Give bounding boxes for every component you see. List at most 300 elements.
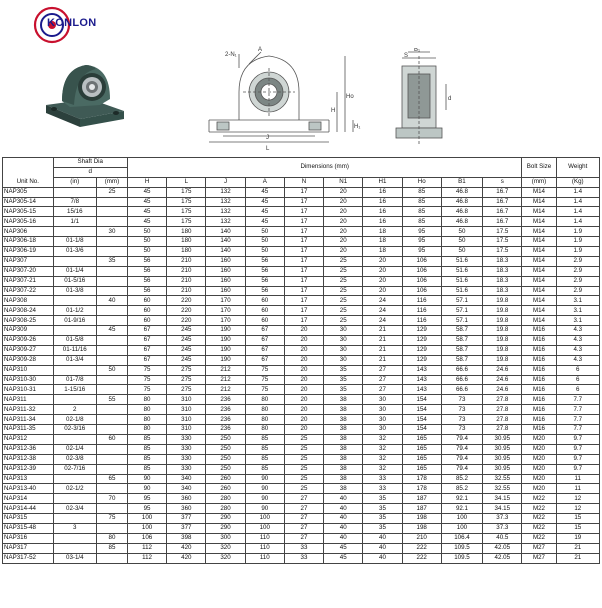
table-cell: 85 (245, 434, 284, 444)
table-cell: 37.3 (483, 523, 522, 533)
table-cell: 60 (127, 296, 166, 306)
table-cell: 1-15/16 (53, 385, 96, 395)
table-cell: 67 (127, 336, 166, 346)
table-cell: 398 (167, 533, 206, 543)
table-cell (53, 365, 96, 375)
table-cell: 85.2 (441, 474, 482, 484)
col-a: A (245, 177, 284, 187)
table-row (3, 237, 600, 247)
table-cell: 60 (127, 316, 166, 326)
table-cell: 20 (324, 187, 363, 197)
table-cell: NAP313-40 (3, 484, 54, 494)
table-cell: 7.7 (556, 405, 599, 415)
label-d: d (448, 96, 452, 102)
table-cell: 19.8 (483, 306, 522, 316)
header-area (0, 0, 602, 157)
table-row (3, 336, 600, 346)
table-cell: 17 (284, 256, 323, 266)
table-cell: 280 (206, 504, 245, 514)
table-cell (96, 425, 127, 435)
table-cell: 116 (402, 306, 441, 316)
table-cell: M22 (522, 523, 556, 533)
table-cell: M20 (522, 464, 556, 474)
table-cell: 35 (363, 523, 402, 533)
table-cell: M20 (522, 444, 556, 454)
col-ho: Ho (402, 177, 441, 187)
table-cell (53, 533, 96, 543)
table-cell: 420 (167, 553, 206, 563)
table-row (3, 514, 600, 524)
table-cell: 75 (245, 365, 284, 375)
table-cell: 21 (363, 326, 402, 336)
table-cell: 154 (402, 405, 441, 415)
table-cell: 51.6 (441, 276, 482, 286)
table-cell: 60 (245, 316, 284, 326)
table-cell: 85 (127, 464, 166, 474)
table-cell: 95 (127, 504, 166, 514)
table-cell: 170 (206, 306, 245, 316)
table-cell: 4.3 (556, 355, 599, 365)
table-cell (53, 514, 96, 524)
table-cell (96, 464, 127, 474)
table-cell: 210 (167, 266, 206, 276)
table-cell: NAP306-18 (3, 237, 54, 247)
table-cell: 33 (363, 474, 402, 484)
table-cell: 56 (245, 256, 284, 266)
table-cell: 190 (206, 345, 245, 355)
table-cell: 106.4 (441, 533, 482, 543)
table-cell: 340 (167, 474, 206, 484)
table-cell: 143 (402, 365, 441, 375)
table-cell: 56 (127, 266, 166, 276)
table-cell: 02-3/4 (53, 504, 96, 514)
label-h1: H₁ (354, 124, 361, 130)
table-cell: NAP310-31 (3, 385, 54, 395)
table-cell: 79.4 (441, 454, 482, 464)
table-cell: 116 (402, 296, 441, 306)
table-cell: NAP314 (3, 494, 54, 504)
table-cell: 58.7 (441, 355, 482, 365)
table-cell: 92.1 (441, 494, 482, 504)
table-cell: 17.5 (483, 237, 522, 247)
table-cell: 60 (245, 296, 284, 306)
table-cell: 35 (324, 375, 363, 385)
table-cell: 140 (206, 227, 245, 237)
table-cell: 20 (284, 405, 323, 415)
col-weight: Weight (556, 158, 599, 178)
table-cell: 17 (284, 247, 323, 257)
table-cell: 20 (284, 355, 323, 365)
table-cell: M14 (522, 296, 556, 306)
col-shaft-dia: Shaft Dia (53, 158, 127, 168)
table-cell (96, 444, 127, 454)
table-cell: 40 (363, 543, 402, 553)
table-cell: 100 (245, 523, 284, 533)
table-cell: 250 (206, 454, 245, 464)
table-cell: 02-1/4 (53, 444, 96, 454)
table-cell: 70 (96, 494, 127, 504)
table-cell: 01-9/16 (53, 316, 96, 326)
table-cell: 2.9 (556, 276, 599, 286)
table-cell: 30 (363, 405, 402, 415)
table-cell: 25 (324, 296, 363, 306)
table-cell: 220 (167, 296, 206, 306)
table-cell: 66.6 (441, 365, 482, 375)
table-cell: 66.6 (441, 385, 482, 395)
table-cell: 50 (441, 237, 482, 247)
table-cell: 143 (402, 385, 441, 395)
table-cell: 80 (96, 533, 127, 543)
table-cell: 67 (127, 345, 166, 355)
table-cell: 95 (402, 227, 441, 237)
table-cell: 67 (245, 355, 284, 365)
table-cell: 4.3 (556, 345, 599, 355)
table-cell: 85 (245, 464, 284, 474)
table-cell: 100 (441, 523, 482, 533)
table-cell: 190 (206, 326, 245, 336)
table-cell: 187 (402, 504, 441, 514)
table-cell: 80 (127, 395, 166, 405)
table-cell: 57.1 (441, 316, 482, 326)
table-row (3, 543, 600, 553)
table-cell: 27 (363, 385, 402, 395)
table-cell: 30.95 (483, 444, 522, 454)
table-cell: 20 (324, 197, 363, 207)
table-cell: 40 (324, 494, 363, 504)
table-cell: 18.3 (483, 286, 522, 296)
spec-table (2, 157, 600, 564)
table-cell: NAP309-26 (3, 336, 54, 346)
table-cell: 27 (284, 514, 323, 524)
table-cell: 42.05 (483, 543, 522, 553)
table-cell: 25 (284, 484, 323, 494)
table-row (3, 187, 600, 197)
table-cell: 45 (127, 197, 166, 207)
table-cell: 67 (245, 336, 284, 346)
table-cell (96, 306, 127, 316)
table-cell: 20 (284, 385, 323, 395)
table-row (3, 247, 600, 257)
table-row (3, 296, 600, 306)
table-cell: 9.7 (556, 464, 599, 474)
table-cell: 275 (167, 385, 206, 395)
table-cell: 15/16 (53, 207, 96, 217)
table-cell: 25 (284, 434, 323, 444)
table-cell: 85 (402, 217, 441, 227)
table-cell: 290 (206, 514, 245, 524)
table-cell: 330 (167, 464, 206, 474)
table-cell: 02-1/2 (53, 484, 96, 494)
table-cell: 20 (284, 375, 323, 385)
table-cell: 40 (96, 296, 127, 306)
col-unit-no: Unit No. (3, 158, 54, 188)
table-cell: 58.7 (441, 345, 482, 355)
table-cell: NAP309 (3, 326, 54, 336)
table-cell: 180 (167, 227, 206, 237)
table-cell: 95 (402, 237, 441, 247)
table-cell: 6 (556, 365, 599, 375)
table-cell: 45 (96, 326, 127, 336)
table-cell: NAP311-34 (3, 415, 54, 425)
table-cell: 38 (324, 484, 363, 494)
table-cell: 24 (363, 296, 402, 306)
table-cell: 25 (324, 306, 363, 316)
table-cell: 50 (127, 237, 166, 247)
table-cell: NAP312 (3, 434, 54, 444)
label-j: J (266, 135, 269, 141)
table-cell: 95 (127, 494, 166, 504)
table-cell: 9.7 (556, 434, 599, 444)
table-cell: 65 (96, 474, 127, 484)
table-cell: NAP307-22 (3, 286, 54, 296)
table-cell: 2.9 (556, 256, 599, 266)
table-cell: 51.6 (441, 266, 482, 276)
table-cell: NAP312-38 (3, 454, 54, 464)
table-cell: M20 (522, 474, 556, 484)
table-cell: 21 (363, 345, 402, 355)
table-row (3, 217, 600, 227)
table-cell: 01-5/8 (53, 336, 96, 346)
table-cell: 100 (127, 514, 166, 524)
table-cell: 60 (127, 306, 166, 316)
table-cell: 27.8 (483, 415, 522, 425)
table-row (3, 256, 600, 266)
table-row (3, 533, 600, 543)
table-cell: 180 (167, 237, 206, 247)
table-cell: 75 (245, 375, 284, 385)
header-row-units (3, 177, 600, 187)
table-row (3, 474, 600, 484)
col-weight-unit: (Kg) (556, 177, 599, 187)
table-cell: M14 (522, 256, 556, 266)
label-h: H (331, 108, 336, 114)
table-cell: 46.8 (441, 197, 482, 207)
table-cell: 46.8 (441, 217, 482, 227)
table-cell: 3.1 (556, 316, 599, 326)
table-cell (96, 454, 127, 464)
table-cell (96, 375, 127, 385)
table-cell: 25 (324, 276, 363, 286)
table-cell: 38 (324, 444, 363, 454)
col-h1: H1 (363, 177, 402, 187)
table-row (3, 405, 600, 415)
table-row (3, 484, 600, 494)
table-cell: 35 (324, 365, 363, 375)
table-cell: 38 (324, 405, 363, 415)
table-cell: 360 (167, 494, 206, 504)
table-row (3, 375, 600, 385)
table-cell: 27 (284, 533, 323, 543)
table-cell: 330 (167, 444, 206, 454)
table-cell: 222 (402, 543, 441, 553)
table-cell: 20 (324, 247, 363, 257)
table-cell (53, 227, 96, 237)
table-cell: 01-7/8 (53, 375, 96, 385)
table-cell: 56 (245, 286, 284, 296)
table-cell: 40 (324, 504, 363, 514)
table-cell: 2.9 (556, 266, 599, 276)
table-cell: 73 (441, 425, 482, 435)
table-cell: 16.7 (483, 197, 522, 207)
table-cell: 20 (324, 237, 363, 247)
table-cell: 67 (127, 355, 166, 365)
table-cell: 320 (206, 553, 245, 563)
table-cell: 27 (284, 523, 323, 533)
table-cell: 32 (363, 444, 402, 454)
table-cell: NAP307-20 (3, 266, 54, 276)
table-cell: 160 (206, 266, 245, 276)
table-cell: 7.7 (556, 425, 599, 435)
table-cell: 18.3 (483, 276, 522, 286)
table-cell: 20 (284, 345, 323, 355)
table-cell: 18 (363, 227, 402, 237)
table-cell: NAP313 (3, 474, 54, 484)
table-cell: 30 (96, 227, 127, 237)
table-cell: 80 (245, 405, 284, 415)
table-cell: NAP309-28 (3, 355, 54, 365)
table-cell: 180 (167, 247, 206, 257)
table-cell: 236 (206, 425, 245, 435)
table-cell: 80 (245, 395, 284, 405)
table-cell: 25 (284, 454, 323, 464)
table-cell: 330 (167, 454, 206, 464)
table-cell: M14 (522, 227, 556, 237)
table-cell: 212 (206, 365, 245, 375)
table-cell: 280 (206, 494, 245, 504)
table-cell: 7.7 (556, 415, 599, 425)
table-cell: 45 (324, 543, 363, 553)
table-cell: 250 (206, 444, 245, 454)
table-row (3, 365, 600, 375)
table-cell: 30 (324, 336, 363, 346)
table-cell: 100 (245, 514, 284, 524)
table-cell: 110 (245, 533, 284, 543)
table-cell (96, 385, 127, 395)
table-cell: M16 (522, 375, 556, 385)
table-cell: 85 (245, 444, 284, 454)
side-view-drawing (388, 48, 468, 148)
table-row (3, 266, 600, 276)
table-cell: 21 (363, 355, 402, 365)
table-cell: 12 (556, 494, 599, 504)
table-cell: 132 (206, 217, 245, 227)
table-row (3, 227, 600, 237)
table-cell: 56 (127, 256, 166, 266)
table-cell: 198 (402, 523, 441, 533)
table-cell: 35 (363, 494, 402, 504)
table-cell: 50 (127, 247, 166, 257)
table-cell: 340 (167, 484, 206, 494)
table-cell: 55 (96, 395, 127, 405)
table-row (3, 345, 600, 355)
table-cell: 27 (363, 375, 402, 385)
table-cell (53, 296, 96, 306)
table-row (3, 355, 600, 365)
col-n1: N1 (324, 177, 363, 187)
table-cell: 57.1 (441, 306, 482, 316)
table-cell: 90 (127, 484, 166, 494)
table-cell: 112 (127, 543, 166, 553)
table-cell: 01-3/6 (53, 247, 96, 257)
table-cell: 27 (363, 365, 402, 375)
table-cell: M16 (522, 336, 556, 346)
table-row (3, 276, 600, 286)
table-cell: 95 (402, 247, 441, 257)
table-cell: 17 (284, 316, 323, 326)
table-cell: 42.05 (483, 553, 522, 563)
table-cell: 90 (245, 484, 284, 494)
table-cell: 38 (324, 474, 363, 484)
table-cell: 02-3/16 (53, 425, 96, 435)
table-cell: 50 (245, 227, 284, 237)
table-cell: NAP311-35 (3, 425, 54, 435)
table-cell: 16 (363, 197, 402, 207)
table-cell: 21 (556, 543, 599, 553)
table-cell: M16 (522, 326, 556, 336)
table-cell: 20 (363, 266, 402, 276)
table-cell: M16 (522, 405, 556, 415)
table-cell: M22 (522, 533, 556, 543)
table-cell: 20 (284, 365, 323, 375)
table-cell (96, 266, 127, 276)
table-cell: 15 (556, 523, 599, 533)
table-cell: M14 (522, 276, 556, 286)
table-cell: 310 (167, 395, 206, 405)
table-cell: 30 (324, 345, 363, 355)
table-cell: 30.95 (483, 454, 522, 464)
table-cell: 165 (402, 444, 441, 454)
table-cell: 45 (245, 197, 284, 207)
table-cell: 6 (556, 385, 599, 395)
table-cell: 75 (127, 375, 166, 385)
table-cell: 17 (284, 306, 323, 316)
table-cell: 236 (206, 405, 245, 415)
table-cell: 27.8 (483, 395, 522, 405)
table-cell: 38 (324, 425, 363, 435)
table-cell: 20 (324, 207, 363, 217)
table-cell: 20 (324, 227, 363, 237)
table-cell: 40 (363, 553, 402, 563)
table-cell: 30 (363, 415, 402, 425)
table-cell: 30 (363, 395, 402, 405)
table-cell: 11 (556, 474, 599, 484)
col-l: L (167, 177, 206, 187)
table-cell (53, 434, 96, 444)
table-cell: 1/1 (53, 217, 96, 227)
table-cell: NAP315-48 (3, 523, 54, 533)
table-cell: M20 (522, 454, 556, 464)
table-cell (96, 286, 127, 296)
table-cell (96, 504, 127, 514)
table-cell (96, 523, 127, 533)
table-row (3, 395, 600, 405)
table-cell: 56 (127, 276, 166, 286)
table-cell: 20 (363, 276, 402, 286)
table-cell: 7/8 (53, 197, 96, 207)
label-ho: Ho (346, 94, 354, 100)
table-row (3, 286, 600, 296)
table-cell: 165 (402, 464, 441, 474)
table-cell: 32.55 (483, 474, 522, 484)
table-cell: 220 (167, 306, 206, 316)
table-cell: 245 (167, 345, 206, 355)
table-cell: 1.9 (556, 237, 599, 247)
table-cell: 11 (556, 484, 599, 494)
table-cell: 154 (402, 425, 441, 435)
table-cell: 1.4 (556, 217, 599, 227)
table-cell: 01-3/4 (53, 355, 96, 365)
table-cell (53, 543, 96, 553)
